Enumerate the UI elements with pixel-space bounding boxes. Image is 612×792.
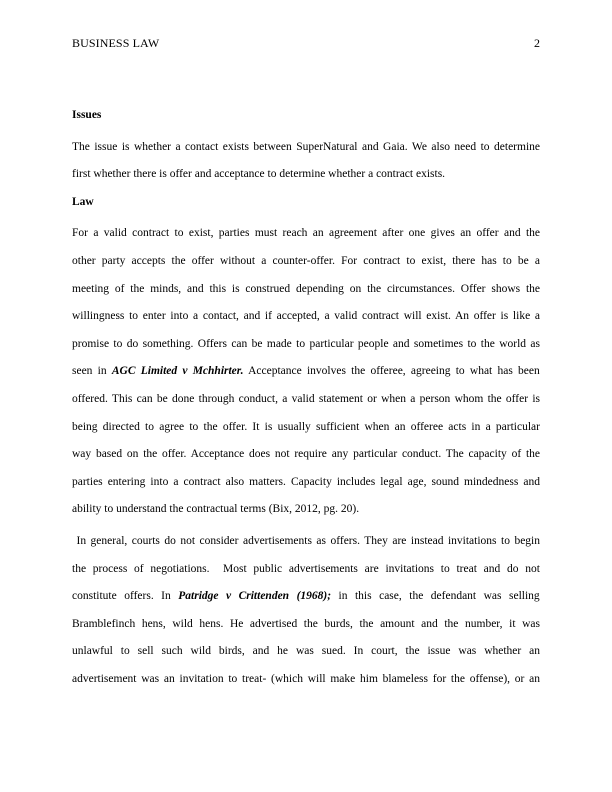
- law-p2-line-with-case: [72, 583, 540, 611]
- text-run: seen in: [72, 365, 112, 378]
- law-p1-line: meeting of the minds, and this is construed depending on the circumstances. Offer shows the: [72, 282, 540, 295]
- law-p1-line: willingness to enter into a contact, and if accepted, a valid contract will exist. An offer is like a: [72, 310, 540, 323]
- issues-line: The issue is whether a contact exists between SuperNatural and Gaia. We also need to determine: [72, 140, 540, 153]
- law-p2-line: advertisement was an invitation to treat- (which will make him blameless for the offense), or an: [72, 672, 540, 685]
- document-body: [72, 102, 540, 693]
- text-run: in this case, the defendant was selling: [331, 590, 540, 603]
- law-p1-line-with-case: [72, 358, 540, 386]
- case-citation: AGC Limited v Mchhirter.: [111, 365, 244, 378]
- text-run: constitute offers. In: [72, 590, 179, 603]
- law-p1-line: parties entering into a contract also matters. Capacity includes legal age, sound mindedness and: [72, 475, 540, 488]
- law-p1-line: promise to do something. Offers can be made to particular people and sometimes to the world as: [72, 337, 540, 350]
- law-p2-line: the process of negotiations. Most public advertisements are invitations to treat and do not: [72, 562, 540, 575]
- page-number: 2: [534, 36, 540, 50]
- law-p1-line: offered. This can be done through conduct, a valid statement or when a person whom the offer is: [72, 392, 540, 405]
- case-citation: Patridge v Crittenden (1968);: [178, 590, 332, 603]
- issues-line: first whether there is offer and acceptance to determine whether a contract exists.: [72, 168, 446, 181]
- law-p2-line: Bramblefinch hens, wild hens. He advertised the burds, the amount and the number, it was: [72, 617, 540, 630]
- law-p1-line: ability to understand the contractual terms (Bix, 2012, pg. 20).: [72, 503, 360, 516]
- law-p1-line: other party accepts the offer without a counter-offer. For contract to exist, there has to be a: [72, 254, 540, 267]
- law-p2-line: In general, courts do not consider advertisements as offers. They are instead invitations to begin: [72, 534, 540, 547]
- law-heading: Law: [72, 195, 94, 208]
- law-p1-line: For a valid contract to exist, parties must reach an agreement after one gives an offer and the: [72, 227, 540, 240]
- text-run: Acceptance involves the offeree, agreeing to what has been: [243, 365, 540, 378]
- law-p1-line: being directed to agree to the offer. It is usually sufficient when an offeree acts in a particular: [72, 420, 540, 433]
- running-header: BUSINESS LAW: [72, 36, 160, 50]
- issues-heading: Issues: [72, 109, 102, 121]
- law-p2-line: unlawful to sell such wild birds, and he was sued. In court, the issue was whether an: [72, 645, 540, 658]
- law-p1-line: way based on the offer. Acceptance does not require any particular conduct. The capacity of the: [72, 448, 540, 461]
